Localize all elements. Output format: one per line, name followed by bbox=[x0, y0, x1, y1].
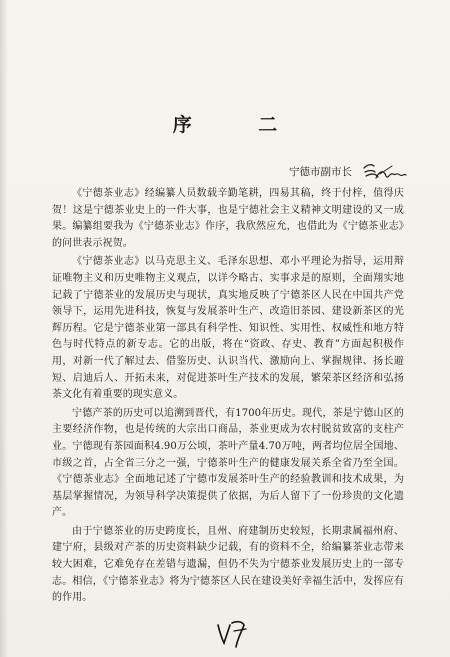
page-title: 序 二 bbox=[172, 114, 308, 136]
author-byline bbox=[289, 160, 408, 182]
paragraph-1: 《宁德茶业志》经编纂人员数载辛勤笔耕，四易其稿，终于付梓，值得庆贺！这是宁德茶业史上的一件大事，也是宁德社会主义精神文明建设的又一成果。编纂组要我为《宁德茶业志》作序，我欣然应允，也借此为《宁德茶业志》的问世表示祝贺。 bbox=[52, 188, 404, 249]
paragraph-2: 《宁德茶业志》以马克思主义、毛泽东思想、邓小平理论为指导，运用辩证唯物主义和历史唯物主义观点，以详今略古、实事求是的原则，全面翔实地记载了宁德茶业的发展历史与现状，真实地反映了宁德茶区人民在中国共产党领导下，运用先进科技，恢复与发展茶叶生产、改造旧茶园、建设新茶区的光辉历程。它是宁德茶业第一部具有科学性、知识性、实用性、权威性和地方特色与时代特点的新专志。它的出版，将在“资政、存史、教育”方面起积极作用，对新一代了解过去、借鉴历史、认识当代、激励向上、掌握规律、扬长避短、启迪后人、开拓未来，对促进茶叶生产技术的发展，繁荣茶区经济和弘扬茶文化有着重要的现实意义。 bbox=[52, 256, 404, 401]
handwritten-signature bbox=[362, 160, 408, 182]
paragraph-4: 由于宁德茶业的历史跨度长，且州、府建制历史较短，长期隶属福州府、建宁府，县级对产茶的历史资料缺少记载，有的资料不全，给编纂茶业志带来较大困难，它难免存在差错与遗漏，但仍不失为宁德茶业发展历史上的一部专志。相信，《宁德茶业志》将为宁德茶区人民在建设美好幸福生活中，发挥应有的作用。 bbox=[52, 525, 404, 604]
page-edge-shadow bbox=[0, 0, 8, 657]
author-title: 宁德市副市长 bbox=[289, 165, 352, 178]
preface-body bbox=[52, 186, 404, 609]
handwritten-page-mark bbox=[212, 617, 252, 651]
paragraph-3: 宁德产茶的历史可以追溯到晋代，有1700年历史。现代，茶是宁德山区的主要经济作物，也是传统的大宗出口商品，茶业更成为农村脱贫致富的支柱产业。宁德现有茶园面积4.90万公顷，茶叶产量4.70万吨，两者均位居全国地、市级之首，占全省三分之一强，宁德茶叶生产的健康发展关系全省乃至全国。《宁德茶业志》全面地记述了宁德市发展茶叶生产的经验教训和技术成果，为基层掌握情况，为领导科学决策提供了依据，为后人留下了一份珍贵的文化遗产。 bbox=[52, 407, 404, 519]
